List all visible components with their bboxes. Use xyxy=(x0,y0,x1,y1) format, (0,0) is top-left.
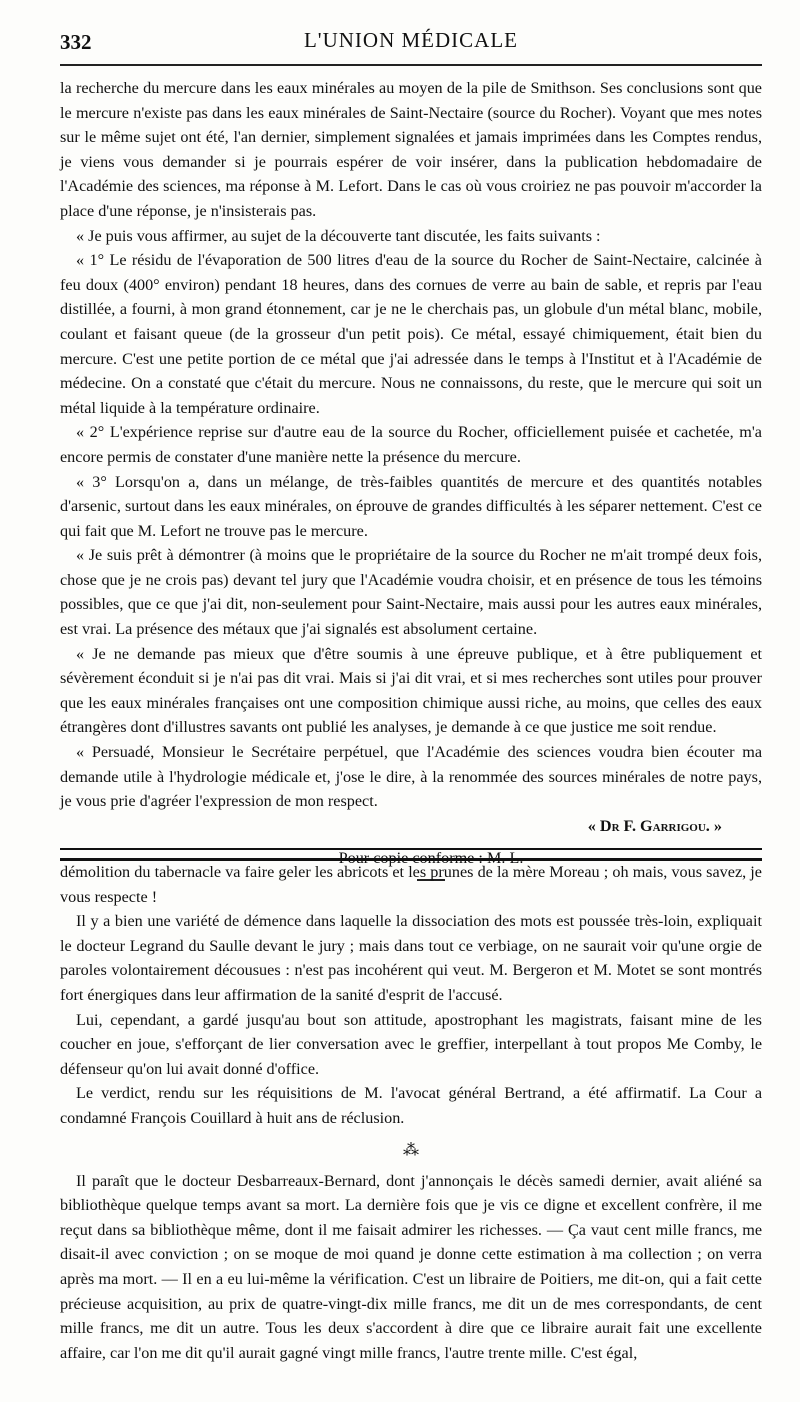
page-number: 332 xyxy=(60,30,92,54)
letter-paragraph: « 3° Lorsqu'on a, dans un mélange, de très-faibles quantités de mercure et des quantités notables d'arsenic, surtout dans les eaux minérales, on éprouve de grandes difficultés à les séparer nettement. C'est ce qui fait que M. Lefort ne trouve pas le mercure. xyxy=(60,472,762,540)
feuilleton-paragraph: Lui, cependant, a gardé jusqu'au bout son attitude, apostrophant les magistrats, faisant mine de les coucher en joue, s'efforçant de lier conversation avec le greffier, interpellant à tout propos Me Comby, le défenseur qu'on lui avait donné d'office. xyxy=(60,1010,762,1078)
signature: « Dr F. Garrigou. » xyxy=(587,816,722,835)
letter-paragraph: « 1° Le résidu de l'évaporation de 500 litres d'eau de la source du Rocher de Saint-Nectaire, calcinée à feu doux (400° environ) pendant 18 heures, dans des cornues de verre au bain de sable, et repris par l'eau distillée, a fourni, à mon grand étonnement, car je ne le cherchais pas, un globule d'un métal blanc, mobile, coulant et faisant queue (de la grosseur d'un petit pois). Ce métal, essayé chimiquement, était bien du mercure. C'est une petite portion de ce métal que j'ai adressée dans le temps à l'Institut et à l'Académie de médecine. On a constaté que c'était du mercure. Nous ne connaissons, du reste, que le mercure qui soit un métal liquide à la température ordinaire. xyxy=(60,251,762,417)
feuilleton-section xyxy=(60,860,762,1365)
letter-paragraph: la recherche du mercure dans les eaux minérales au moyen de la pile de Smithson. Ses conclusions sont que le mercure n'existe pas dans les eaux minérales de Saint-Nectaire (source du Rocher). Voyant que mes notes sur le même sujet ont été, l'an dernier, simplement signalées et jamais imprimées dans les Comptes rendus, je viens vous demander si je pourrais espérer de voir insérer, dans la publication hebdomadaire de l'Académie des sciences, ma réponse à M. Lefort. Dans le cas où vous croiriez ne pas pouvoir m'accorder la place d'une réponse, je n'insisterais pas. xyxy=(60,79,762,220)
running-header xyxy=(60,22,762,58)
feuilleton-paragraph: démolition du tabernacle va faire geler les abricots et les prunes de la mère Moreau ; oh mais, vous savez, je vous respecte ! xyxy=(60,863,762,906)
header-rule xyxy=(60,64,762,66)
feuilleton-paragraph: Le verdict, rendu sur les réquisitions de M. l'avocat général Bertrand, a été affirmatif. La Cour a condamné François Couillard à huit ans de réclusion. xyxy=(60,1084,762,1127)
journal-title: L'UNION MÉDICALE xyxy=(303,28,518,52)
letter-paragraph: « 2° L'expérience reprise sur d'autre eau de la source du Rocher, officiellement puisée et cachetée, m'a encore permis de constater d'une manière nette la présence du mercure. xyxy=(60,423,762,466)
letter-paragraph: « Persuadé, Monsieur le Secrétaire perpétuel, que l'Académie des sciences voudra bien écouter ma demande utile à l'hydrologie médicale et, j'ose le dire, à la renommée des sources minérales de notre pays, je vous prie d'agréer l'expression de mon respect. xyxy=(60,743,762,811)
feuilleton-paragraph: Il paraît que le docteur Desbarreaux-Bernard, dont j'annonçais le décès samedi dernier, avait aliéné sa bibliothèque quelque temps avant sa mort. La dernière fois que je vis ce digne et excellent confrère, il me reçut dans sa bibliothèque même, dont il me faisait admirer les richesses. — Ça vaut cent mille francs, me disait-il avec conviction ; on se moque de moi quand je donne cette estimation à ma collection ; on verra après ma mort. — Il en a eu lui-même la vérification. C'est un libraire de Poitiers, me dit-on, qui a fait cette précieuse acquisition, au prix de quatre-vingt-dix mille francs, me dit un de mes correspondants, de cent mille francs, me dit un autre. Tous les deux s'accordent à dire que ce libraire aurait fait une excellente affaire, car l'on me dit qu'il aurait gagné vingt mille francs, l'autre trente mille. C'est égal, xyxy=(60,1171,762,1362)
letter-paragraph: « Je suis prêt à démontrer (à moins que le propriétaire de la source du Rocher ne m'ait trompé deux fois, chose que je ne crois pas) devant tel jury que l'Académie voudra choisir, et en présence de tous les témoins possibles, que ce que j'ai dit, non-seulement pour Saint-Nectaire, mais aussi pour les autres eaux minérales, est vrai. La présence des métaux que j'ai signalés est absolument certaine. xyxy=(60,546,762,639)
copy-line: Pour copie conforme : M. L. xyxy=(338,849,524,868)
feuilleton-paragraph: Il y a bien une variété de démence dans laquelle la dissociation des mots est poussée très-loin, expliquait le docteur Legrand du Saulle devant le jury ; mais dans tout ce verbiage, on ne saurait voir qu'une orgie de paroles volontairement décousues : n'est pas incohérent qui veut. M. Bergeron et M. Motet se sont montrés fort énergiques dans leur affirmation de la sanité d'esprit de l'accusé. xyxy=(60,912,762,1004)
letter-section xyxy=(60,76,762,881)
letter-paragraph: « Je ne demande pas mieux que d'être soumis à une épreuve publique, et à être publiquement et sévèrement éconduit si je n'ai pas dit vrai. Mais si j'ai dit vrai, et si mes recherches sont utiles pour prouver que les eaux minérales françaises ont une composition chimique aussi riche, au moins, que celles des eaux étrangères dont d'illustres savants ont publié les analyses, je demande à ce que justice me soit rendue. xyxy=(60,644,762,737)
asterism: ⁂ xyxy=(403,1141,419,1159)
letter-paragraph: « Je puis vous affirmer, au sujet de la découverte tant discutée, les faits suivants : xyxy=(76,226,601,245)
